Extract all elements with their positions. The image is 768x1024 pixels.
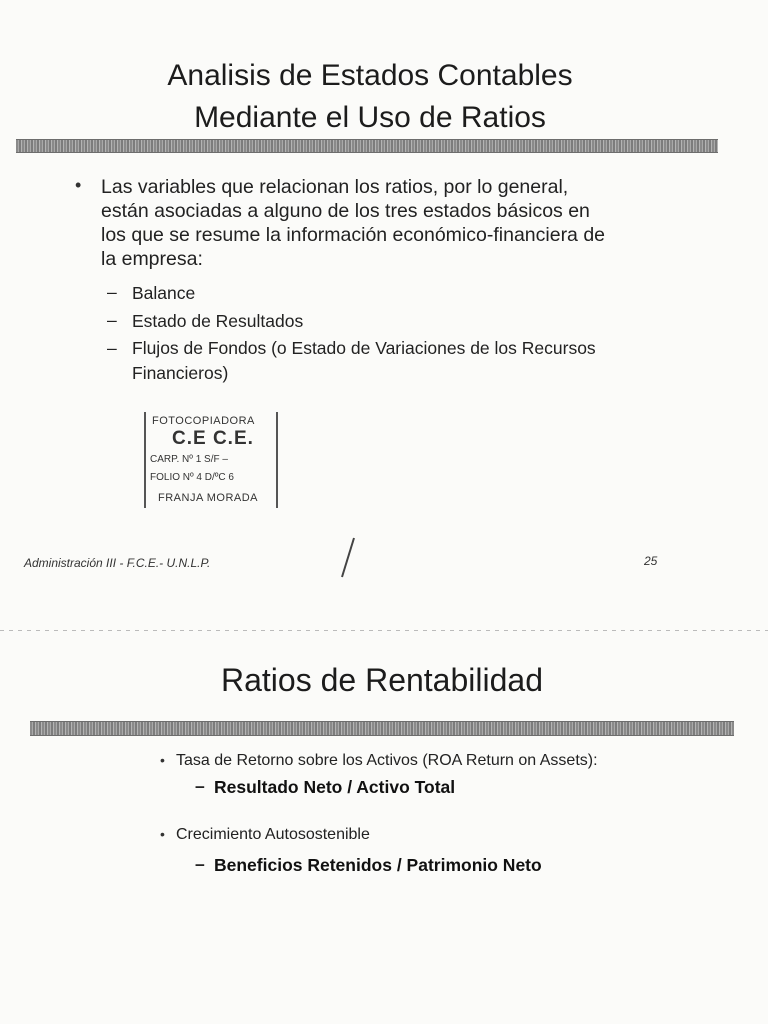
bullet-text-line: Las variables que relacionan los ratios, por lo general,: [101, 176, 569, 198]
dash-icon: –: [195, 776, 205, 796]
page-separator: [0, 630, 768, 631]
slide2-title: Ratios de Rentabilidad: [221, 662, 543, 698]
stamp-line-2: C.E C.E.: [172, 428, 254, 449]
dash-icon: –: [107, 338, 117, 358]
footer-course: Administración III - F.C.E.- U.N.L.P.: [24, 556, 211, 570]
sub-item-flujos-fondos: Flujos de Fondos (o Estado de Variaciones de los Recursos: [132, 338, 596, 358]
bullet-text-line: están asociadas a alguno de los tres estados básicos en: [101, 200, 590, 222]
sub-item-estado-resultados: Estado de Resultados: [132, 311, 304, 331]
growth-label: Crecimiento Autosostenible: [176, 826, 370, 843]
bullet-text-line: la empresa:: [101, 248, 203, 270]
pen-mark-icon: [336, 535, 360, 581]
slide-title-line-2: Mediante el Uso de Ratios: [194, 101, 546, 134]
dash-icon: –: [107, 310, 117, 330]
bullet-icon: •: [160, 752, 165, 768]
sub-item-balance: Balance: [132, 283, 196, 303]
slide-title-line-1: Analisis de Estados Contables: [167, 59, 573, 92]
bullet-icon: •: [160, 826, 165, 842]
growth-formula: Beneficios Retenidos / Patrimonio Neto: [214, 855, 542, 875]
dash-icon: –: [107, 282, 117, 302]
roa-label: Tasa de Retorno sobre los Activos (ROA Return on Assets):: [176, 752, 598, 769]
page-number: 25: [644, 554, 658, 568]
title-divider-bar: [30, 721, 734, 736]
dash-icon: –: [195, 854, 205, 874]
bullet-icon: •: [75, 175, 82, 195]
stamp-line-1: FOTOCOPIADORA: [152, 415, 255, 427]
bullet-text-line: los que se resume la información económico-financiera de: [101, 224, 606, 246]
stamp-line-3: CARP. Nº 1 S/F –: [150, 454, 228, 465]
sub-item-flujos-fondos-cont: Financieros): [132, 363, 229, 383]
stamp-line-4: FOLIO Nº 4 D/ºC 6: [150, 472, 234, 483]
photocopy-stamp: [144, 412, 278, 508]
roa-formula: Resultado Neto / Activo Total: [214, 777, 456, 797]
title-divider-bar: [16, 139, 718, 153]
stamp-line-5: FRANJA MORADA: [158, 492, 259, 504]
